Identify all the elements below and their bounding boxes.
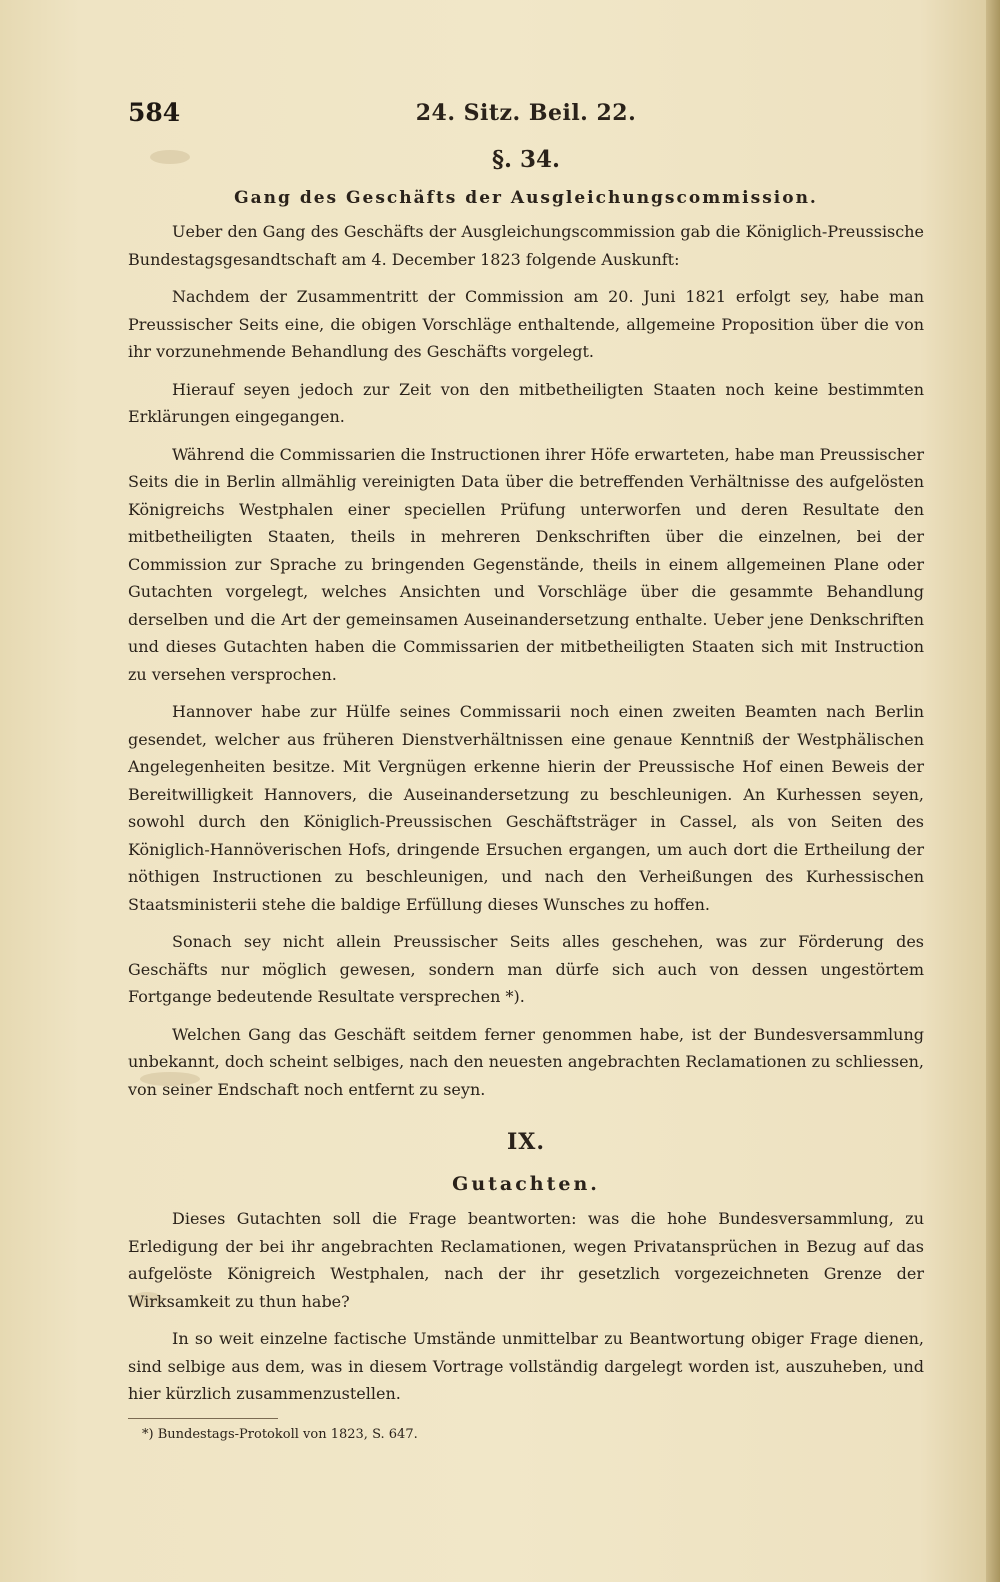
paragraph: Hannover habe zur Hülfe seines Commissarii noch einen zweiten Beamten nach Berlin gesendet, welcher aus früheren Dienstverhältnissen eine genaue Kenntniß der Westphälischen Angelegenheiten besitze. Mit Vergnügen erkenne hierin der Preussische Hof einen Beweis der Bereitwilligkeit Hannovers, die Auseinandersetzung zu beschleunigen. An Kurhessen seyen, sowohl durch den Königlich-Preussischen Geschäftsträger in Cassel, als von Seiten des Königlich-Hannöverischen Hofs, dringende Ersuchen ergangen, um auch dort die Ertheilung der nöthigen Instructionen zu beschleunigen, und nach den Verheißungen des Kurhessischen Staatsministerii stehe die baldige Erfüllung dieses Wunsches zu hoffen. [128,702,924,914]
page-header [128,92,924,138]
paragraph: Ueber den Gang des Geschäfts der Ausgleichungscommission gab die Königlich-Preussische Bundestagsgesandtschaft am 4. December 1823 folgende Auskunft: [128,222,924,269]
paragraph: Während die Commissarien die Instructionen ihrer Höfe erwarteten, habe man Preussischer Seits die in Berlin allmählig vereinigten Data über die betreffenden Verhältnisse des aufgelösten Königreichs Westphalen einer speciellen Prüfung unterworfen und deren Resultate den mitbetheiligten Staaten, theils in mehreren Denkschriften über die einzelnen, bei der Commission zur Sprache zu bringenden Gegenstände, theils in einem allgemeinen Plane oder Gutachten vorgelegt, welches Ansichten und Vorschläge über die gesammte Behandlung derselben und die Art der gemeinsamen Auseinandersetzung enthalte. Ueber jene Denkschriften und dieses Gutachten haben die Commissarien der mitbetheiligten Staaten sich mit Instruction zu versehen versprochen. [128,444,924,684]
chapter-title: Gutachten. [452,1173,600,1195]
footnote: *) Bundestags-Protokoll von 1823, S. 647. [142,1426,418,1442]
paragraph: Nachdem der Zusammentritt der Commission am 20. Juni 1821 erfolgt sey, habe man Preussischer Seits eine, die obigen Vorschläge enthaltende, allgemeine Proposition über die von ihr vorzunehmende Behandlung des Geschäfts vorgelegt. [128,287,924,361]
section-number: §. 34. [491,146,561,173]
page-edge [986,0,1000,1582]
section-title: Gang des Geschäfts der Ausgleichungscommission. [234,188,818,208]
paragraph: Sonach sey nicht allein Preussischer Seits alles geschehen, was zur Förderung des Geschäfts nur möglich gewesen, sondern man dürfe sich auch von dessen ungestörtem Fortgange bedeutende Resultate versprechen *). [128,932,924,1006]
paragraph: In so weit einzelne factische Umstände unmittelbar zu Beantwortung obiger Frage dienen, sind selbige aus dem, was in diesem Vortrage vollständig dargelegt worden ist, auszuheben, und hier kürzlich zusammenzustellen. [128,1329,924,1403]
footnote-divider [128,1418,278,1419]
paragraph: Hierauf seyen jedoch zur Zeit von den mitbetheiligten Staaten noch keine bestimmten Erklärungen eingegangen. [128,379,924,426]
page-content [128,92,924,1445]
paragraph: Dieses Gutachten soll die Frage beantworten: was die hohe Bundesversammlung, zu Erledigung der bei ihr angebrachten Reclamationen, wegen Privatansprüchen in Bezug auf das aufgelöste Königreich Westphalen, nach der ihr gesetzlich vorgezeichneten Grenze der Wirksamkeit zu thun habe? [128,1209,924,1311]
running-title: 24. Sitz. Beil. 22. [415,100,637,126]
page-number: 584 [128,98,181,127]
paragraph: Welchen Gang das Geschäft seitdem ferner genommen habe, ist der Bundesversammlung unbekannt, doch scheint selbiges, nach den neuesten angebrachten Reclamationen zu schliessen, von seiner Endschaft noch entfernt zu seyn. [128,1024,924,1099]
chapter-numeral: IX. [506,1129,546,1155]
